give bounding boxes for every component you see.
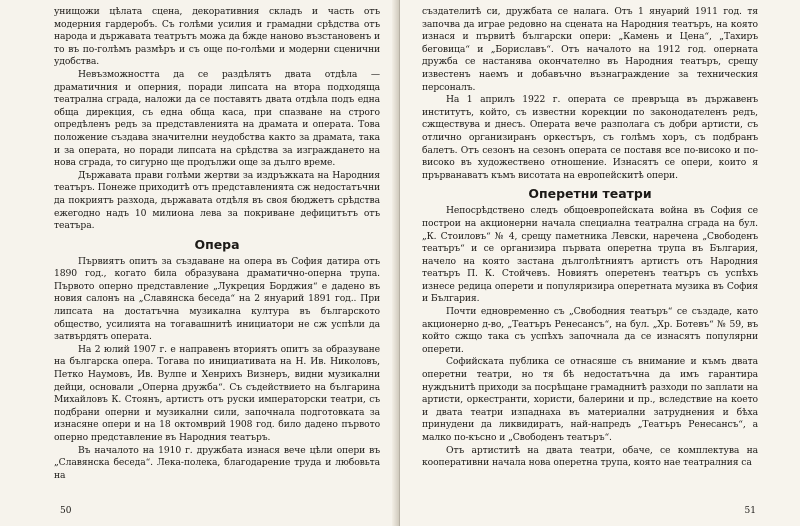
right-paragraph-1: създателитѣ си, дружбата се налага. Отъ 1 януарий 1911 год. тя започва да играе редовно на сцената на Народния театъръ, на която изнася и първитѣ български опери: „Камень и Цена“, „Тахиръ беговица“ и „Бориславъ“. Отъ началото на 1912 год. оперната дружба се настанява окончателно въ Народния театъръ, срещу известенъ наемъ и добавъчно възнаграждение за техническия персоналъ.	[422, 6, 758, 93]
left-paragraph-3: Държавата прави голѣми жертви за издръжката на Народния театъръ. Понеже приходитѣ отъ представленията сж недостатъчни да покриятъ разхода, държавата отдѣля въ своя бюджетъ срѣдства ежегодно надъ 10 милиона лева за покриване дефицитътъ отъ театъра.	[54, 169, 380, 232]
left-paragraph-4: Първиятъ опитъ за създаване на опера въ София датира отъ 1890 год., когато била образувана драматично-оперна трупа. Първото оперно представление „Лукреция Борджия“ е дадено въ новия салонъ на „Славянска беседа“ на 2 януарий 1891 год.. При липсата на достатъчна музикална култура въ българското общество, усилията на тогавашнитѣ инициатори не сж успѣли да затвърдятъ операта.	[54, 255, 380, 343]
left-paragraph-5: На 2 юлий 1907 г. е направенъ вториятъ опитъ за образуване на българска опера. Тогава по инициативата на Н. Ив. Николовъ, Петко Наумовъ, Ив. Вулпе и Хенрихъ Визнеръ, видни музикални дейци, основали „Оперна дружба“. Съ съдействието на българина Михайловъ К. Стоянъ, артистъ отъ руски императорски театри, съ подбрани оперни и музикални сили, започнала подготовката за изнасяне опери и на 18 октомврий 1908 год. било дадено първото оперно представление въ Народния театъръ.	[54, 343, 380, 443]
left-paragraph-6: Въ началото на 1910 г. дружбата изнася вече цѣли опери въ „Славянска беседа“. Лека-полека, благодарение труда и любовьта на	[54, 444, 380, 481]
right-paragraph-6: Отъ артиститѣ на двата театри, обаче, се комплектува на кооперативни начала нова оперетна трупа, която нае театралния са	[422, 444, 758, 469]
page-number-left: 50	[60, 506, 72, 516]
right-paragraph-4: Почти едновременно съ „Свободния театъръ“ се създаде, като акционерно д-во, „Театъръ Ренесансъ“, на бул. „Хр. Ботевъ“ № 59, въ който сжщо така съ успѣхъ започнала да се изнасятъ популярни оперети.	[422, 306, 758, 355]
right-paragraph-2: На 1 априлъ 1922 г. операта се превръща въ държавенъ институтъ, който, съ известни корекции по законодателенъ редъ, сжществува и днесъ. Операта вече разполага съ добри артисти, съ отлично организиранъ оркестъръ, съ голѣмъ хоръ, съ подбранъ балетъ. Отъ сезонъ на сезонъ операта се поставя все по-високо и по-високо въ художествено отношение. Изнасятъ се опери, които я прърванаватъ къмъ висотата на европейскитѣ опери.	[422, 94, 758, 181]
right-paragraph-3: Непосрѣдствено следъ общоевропейската война въ София се построи на акционерни начала специална театрална сграда на бул. „К. Стоиловъ“ № 4, срещу паметника Левски, наречена „Свободенъ театъръ“ и се организира първата оперетна трупа въ България, начело на която застана дълголѣтниятъ артистъ отъ Народния театъръ П. К. Стойчевъ. Новиятъ оперетенъ театъръ съ успѣхъ изнесе редица оперети и популяризира оперетната музика въ София и България.	[422, 205, 758, 305]
right-page	[400, 0, 800, 526]
left-paragraph-1: унищожи цѣлата сцена, декоративния складъ и часть отъ модерния гардеробъ. Съ голѣми усилия и грамадни срѣдства отъ народа и държавата театрътъ можа да бжде наново възстановенъ и то въ по-голѣмъ размѣръ и съ още по-голѣми и модерни сценични удобства.	[54, 6, 380, 68]
section-heading-opera: Опера	[194, 236, 240, 252]
page-number-right: 51	[744, 506, 756, 516]
right-paragraph-5: Софийската публика се отнасяше съ внимание и къмъ двата оперетни театри, но тя бѣ недостатъчна да имъ гарантира нуждънитѣ приходи за посрѣщане грамаднитѣ разходи по заплати на артисти, оркестранти, хористи, балерини и пр., вследствие на което и двата театри изпаднаха въ материални затруднения и бѣха принудени да ликвидиратъ, най-напредъ „Театъръ Ренесансъ“, а малко по-късно и „Свободенъ театъръ“.	[422, 356, 758, 443]
section-heading-operetta: Оперетни театри	[528, 186, 652, 202]
left-paragraph-2: Невъзможността да се раздѣлятъ двата отдѣла — драматичния и оперния, поради липсата на втора подходяща театрална сграда, наложи да се поставятъ двата отдѣла подъ една обща дирекция, съ една обща каса, при спазване на строго опредѣленъ редъ за представленията на драмата и операта. Това положение създава значителни неудобства както за драмата, така и за операта, но поради липсата на срѣдства за изграждането на нова сграда, то сигурно ще продължи още за дълго време.	[54, 68, 380, 169]
